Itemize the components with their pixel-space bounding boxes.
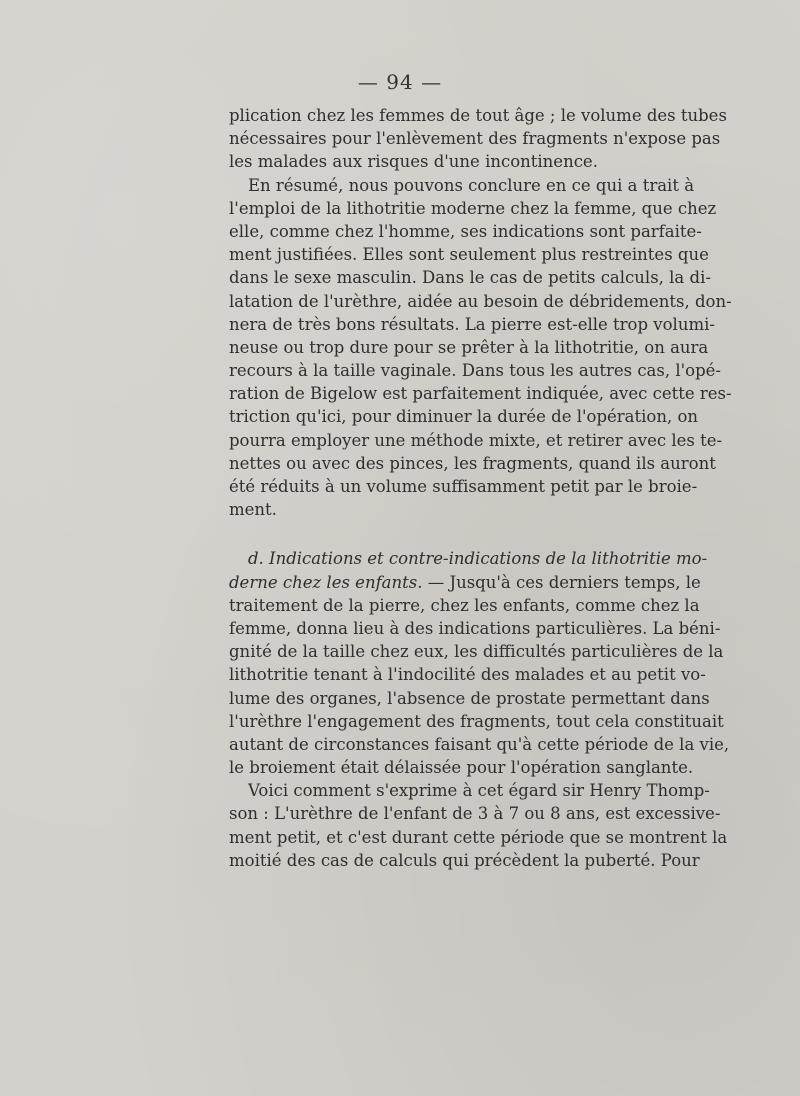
text-line: nécessaires pour l'enlèvement des fragments n'expose pas (229, 129, 721, 149)
paragraph-2 (229, 174, 732, 522)
text-line: l'urèthre l'engagement des fragments, tout cela constituait (229, 711, 724, 731)
text-line: lithotritie tenant à l'indocilité des malades et au petit vo- (229, 665, 706, 685)
paragraph-4 (229, 779, 728, 872)
text-line: son : L'urèthre de l'enfant de 3 à 7 ou 8 ans, est excessive- (229, 804, 721, 824)
paragraph-1 (229, 104, 727, 174)
text-line: lume des organes, l'absence de prostate permettant dans (229, 688, 710, 708)
text-line: les malades aux risques d'une incontinence. (229, 152, 598, 172)
body-text (229, 104, 732, 872)
text-line: traitement de la pierre, chez les enfants, comme chez la (229, 595, 700, 615)
text-line: autant de circonstances faisant qu'à cette période de la vie, (229, 734, 730, 754)
text-line: Voici comment s'exprime à cet égard sir Henry Thomp- (248, 781, 710, 801)
text-line: le broiement était délaissée pour l'opération sanglante. (229, 758, 694, 778)
paragraph-3 (229, 547, 730, 779)
text-line: ment petit, et c'est durant cette période que se montrent la (229, 827, 728, 847)
section-heading-continued: derne chez les enfants. (229, 572, 423, 592)
text-line: l'emploi de la lithotritie moderne chez la femme, que chez (229, 198, 717, 218)
text-line (229, 571, 701, 594)
text-line: nettes ou avec des pinces, les fragments, quand ils auront (229, 453, 716, 473)
page-number: — 94 — (357, 70, 443, 94)
text-line: gnité de la taille chez eux, les difficultés particulières de la (229, 642, 724, 662)
paragraph-gap (229, 521, 683, 547)
text-line: ration de Bigelow est parfaitement indiquée, avec cette res- (229, 384, 732, 404)
text-line: ment. (229, 500, 277, 520)
text-line: recours à la taille vaginale. Dans tous les autres cas, l'opé- (229, 361, 722, 381)
text-line: ment justifiées. Elles sont seulement plus restreintes que (229, 245, 709, 265)
section-heading: d. Indications et contre-indications de la lithotritie mo- (248, 549, 708, 569)
text-line: été réduits à un volume suffisamment petit par le broie- (229, 477, 698, 496)
text-line: latation de l'urèthre, aidée au besoin de débridements, don- (229, 291, 732, 311)
text-line: pourra employer une méthode mixte, et retirer avec les te- (229, 430, 723, 450)
text-line: dans le sexe masculin. Dans le cas de petits calculs, la di- (229, 268, 711, 288)
text-line: neuse ou trop dure pour se prêter à la lithotritie, on aura (229, 337, 709, 357)
text-line: triction qu'ici, pour diminuer la durée de l'opération, on (229, 407, 699, 427)
text-line: elle, comme chez l'homme, ses indications sont parfaite- (229, 221, 702, 241)
text-line-rest: — Jusqu'à ces derniers temps, le (422, 572, 701, 592)
text-line: femme, donna lieu à des indications particulières. La béni- (229, 618, 721, 638)
text-line: En résumé, nous pouvons conclure en ce qui a trait à (248, 175, 695, 195)
text-line: plication chez les femmes de tout âge ; le volume des tubes (229, 106, 727, 125)
text-line: moitié des cas de calculs qui précèdent la puberté. Pour (229, 850, 700, 870)
text-line: nera de très bons résultats. La pierre est-elle trop volumi- (229, 314, 715, 334)
